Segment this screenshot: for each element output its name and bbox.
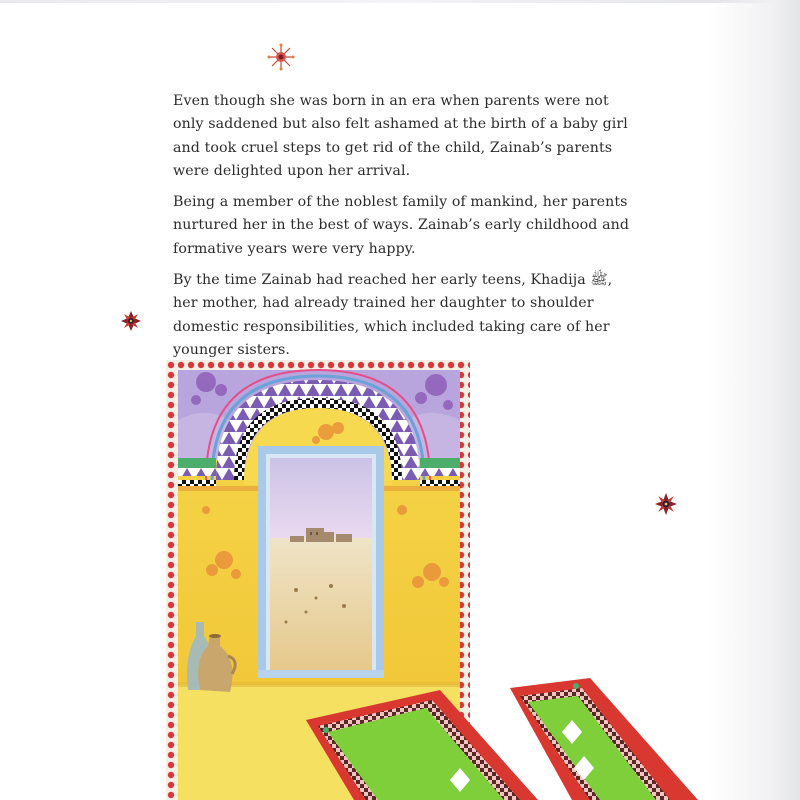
paragraph-1: Even though she was born in an era when parents were not only saddened but also felt ashamed at the birth of a baby girl and took cruel steps to get rid of the child, Zainab’s parents were delighted upon her arrival. xyxy=(173,93,628,179)
paragraph-2: Being a member of the noblest family of mankind, her parents nurtured her in the best of ways. Zainab’s early childhood and formative years were very happy. xyxy=(173,194,630,257)
paragraph-3: By the time Zainab had reached her early teens, Khadija ﷺ, her mother, had already trained her daughter to shoulder domestic responsibilities, which included taking care of her younger sisters. xyxy=(173,272,613,358)
page-gutter-shadow xyxy=(708,0,800,800)
flower-ornament-icon xyxy=(120,310,142,332)
flower-ornament-icon xyxy=(654,492,678,516)
story-text xyxy=(173,90,633,370)
flower-ornament-icon xyxy=(266,42,296,72)
prayer-rug-illustration xyxy=(300,668,720,800)
page-top-edge xyxy=(0,0,800,3)
